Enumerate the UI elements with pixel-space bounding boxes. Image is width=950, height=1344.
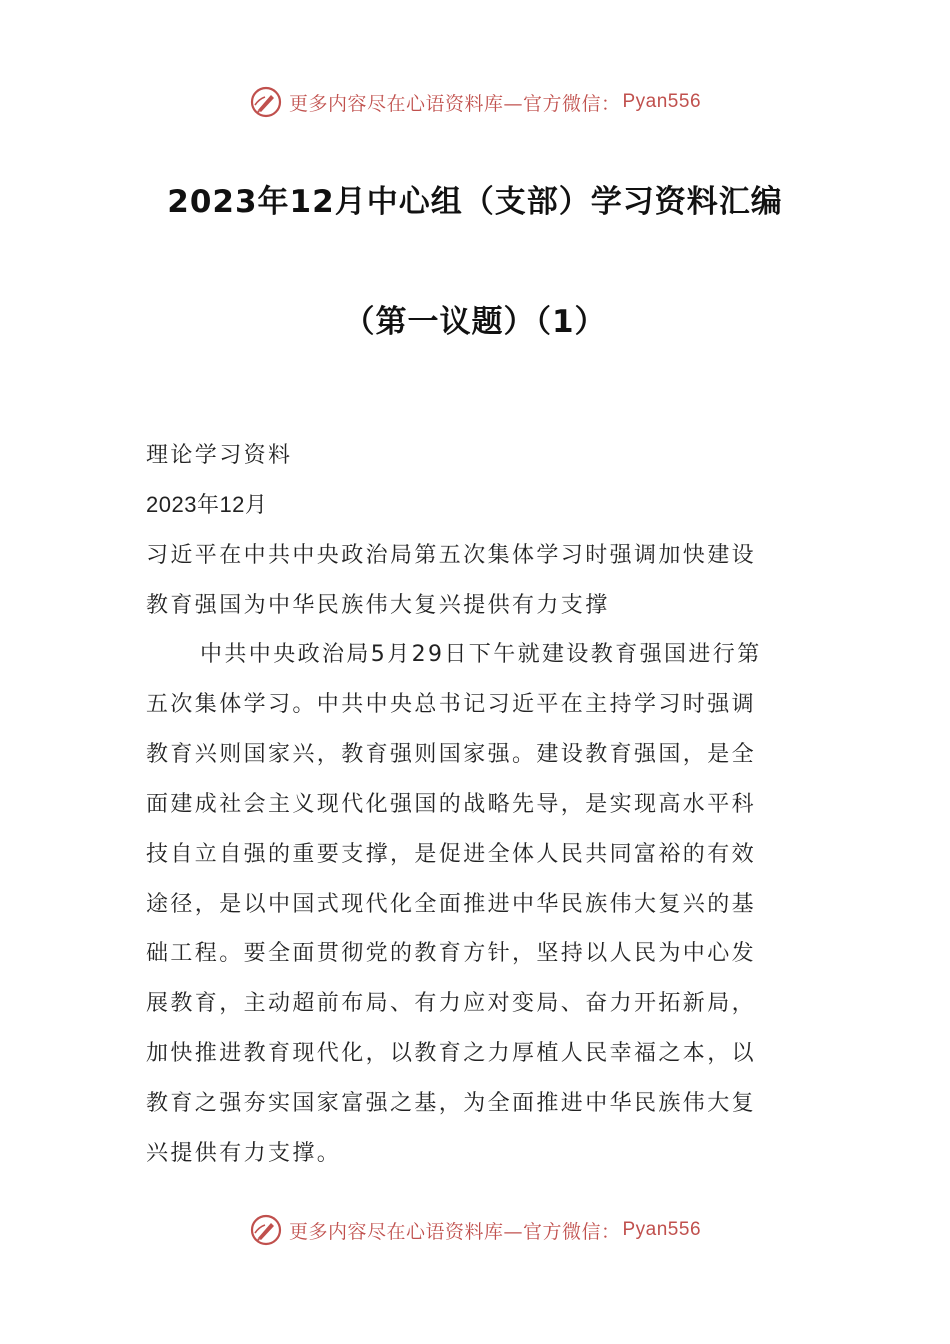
document-subtitle: （第一议题）（1）	[343, 304, 607, 340]
watermark-text: 更多内容尽在心语资料库—官方微信：	[288, 1220, 621, 1243]
paragraph-line: 五次集体学习。中共中央总书记习近平在主持学习时强调	[146, 692, 757, 717]
watermark-text: 更多内容尽在心语资料库—官方微信：	[288, 92, 621, 115]
paragraph-line: 面建成社会主义现代化强国的战略先导，是实现高水平科	[146, 792, 757, 817]
pen-logo-icon	[249, 85, 283, 119]
paragraph-line: 兴提供有力支撑。	[146, 1141, 342, 1166]
paragraph-line: 途径，是以中国式现代化全面推进中华民族伟大复兴的基	[146, 892, 757, 917]
category-label: 理论学习资料	[146, 443, 293, 468]
document-date: 2023年12月	[146, 492, 268, 517]
paragraph-line: 础工程。要全面贯彻党的教育方针，坚持以人民为中心发	[146, 941, 757, 966]
paragraph-line: 加快推进教育现代化，以教育之力厚植人民幸福之本，以	[146, 1041, 757, 1066]
paragraph-line: 教育之强夯实国家富强之基，为全面推进中华民族伟大复	[146, 1091, 757, 1116]
watermark-header	[0, 82, 950, 122]
watermark-footer	[0, 1210, 950, 1250]
pen-logo-icon	[249, 1213, 283, 1247]
watermark-code: Pyan556	[622, 1219, 702, 1240]
headline-line: 习近平在中共中央政治局第五次集体学习时强调加快建设	[146, 543, 757, 568]
document-title: 2023年12月中心组（支部）学习资料汇编	[167, 184, 783, 220]
paragraph-line: 中共中央政治局5月29日下午就建设教育强国进行第	[200, 642, 762, 667]
headline-line: 教育强国为中华民族伟大复兴提供有力支撑	[146, 593, 610, 618]
paragraph-line: 展教育，主动超前布局、有力应对变局、奋力开拓新局，	[146, 991, 757, 1016]
watermark-code: Pyan556	[622, 91, 702, 112]
paragraph-line: 教育兴则国家兴，教育强则国家强。建设教育强国，是全	[146, 742, 757, 767]
paragraph-line: 技自立自强的重要支撑，是促进全体人民共同富裕的有效	[146, 842, 757, 867]
